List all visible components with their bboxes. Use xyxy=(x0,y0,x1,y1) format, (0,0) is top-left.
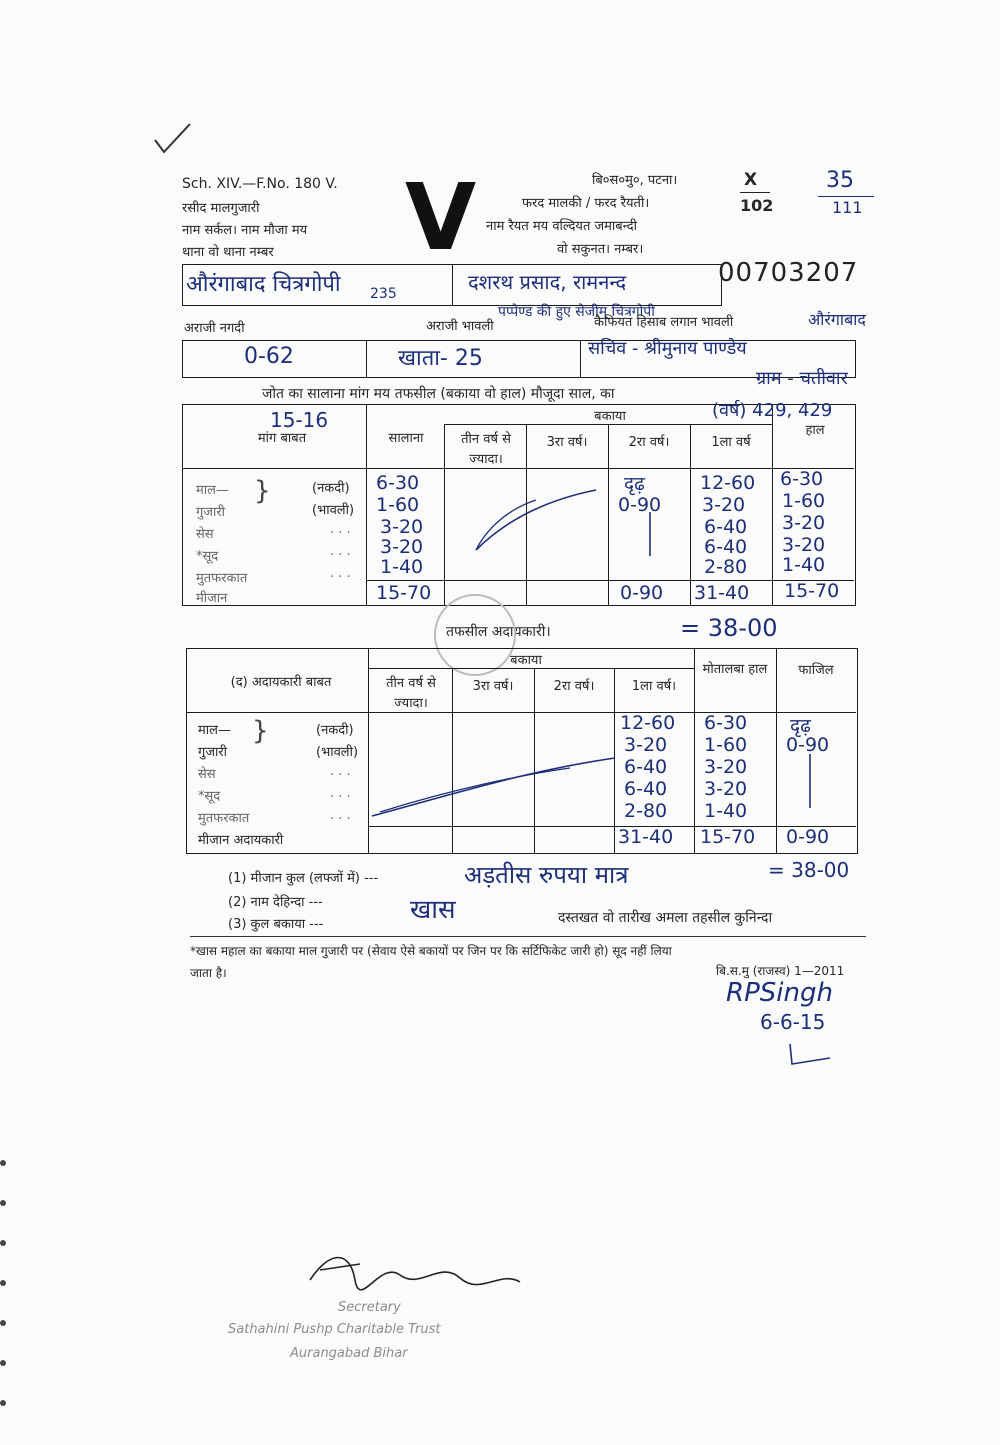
row-mizan: मीजान xyxy=(196,591,228,606)
motalba-total: 15-70 xyxy=(700,826,756,848)
paid-first-sood: 6-40 xyxy=(624,778,668,800)
punch-hole xyxy=(0,1240,6,1246)
strike-scribble xyxy=(370,740,620,820)
row-mutfarkat: मुतफरकात xyxy=(196,571,248,586)
col-first: 1ला वर्ष। xyxy=(631,679,677,694)
annual-ses: 3-20 xyxy=(380,516,424,538)
fard-label: फरद मालकी / फरद रैयती। xyxy=(522,196,650,211)
trust-signature xyxy=(300,1240,530,1310)
footer-total-words-label: (1) मीजान कुल (लफ्जों में) --- xyxy=(228,871,379,886)
print-code: बि.स.मु (राजस्व) 1—2011 xyxy=(716,964,845,978)
paid-first-total: 31-40 xyxy=(618,826,674,848)
punch-hole xyxy=(0,1400,6,1406)
row-guzari: गुजारी xyxy=(198,745,228,760)
footer-note: *खास महाल का बकाया माल गुजारी पर (सेवाय ऐसे बकायों पर जिन पर कि सर्टिफिकेट जारी हो) सूद नहीं लिया xyxy=(190,944,672,958)
row-sood: *सूद xyxy=(196,549,219,564)
row-ses: सेस xyxy=(196,527,214,542)
motalba-kind: 1-60 xyxy=(704,734,748,756)
hw-signature: RPSingh xyxy=(726,978,833,1008)
hw-raiyat-line2: पप्पेण्ड की हुए सेजीम् चित्रगोपी xyxy=(498,304,655,320)
kaifiyat-label: कैफियत हिसाब लगान भावली xyxy=(594,315,734,330)
row-guzari: गुजारी xyxy=(196,505,226,520)
second-total: 0-90 xyxy=(620,582,664,604)
col-third: 3रा वर्ष। xyxy=(546,435,588,450)
fazil-total: 0-90 xyxy=(786,826,830,848)
col-second: 2रा वर्ष। xyxy=(628,435,670,450)
annual-kind: 1-60 xyxy=(376,494,420,516)
motalba-sood: 3-20 xyxy=(704,778,748,800)
row-line xyxy=(366,580,854,581)
punch-hole xyxy=(0,1200,6,1206)
col-line xyxy=(366,404,367,606)
col-annual: सालाना xyxy=(388,431,424,446)
strike-scribble xyxy=(446,470,606,580)
dots: . . . xyxy=(330,764,351,779)
first-kind: 3-20 xyxy=(702,494,746,516)
col-line xyxy=(772,404,773,606)
row-line xyxy=(368,668,694,669)
first-ses: 6-40 xyxy=(704,516,748,538)
footer-payer-label: (2) नाम देहिन्दा --- xyxy=(228,895,323,910)
box-divider xyxy=(580,340,581,378)
stamp-line-3: Aurangabad Bihar xyxy=(290,1346,408,1361)
raiyat-label: नाम रैयत मय वल्दियत जमाबन्दी xyxy=(486,219,638,234)
col-line xyxy=(694,648,695,854)
paid-first-cash: 12-60 xyxy=(620,712,676,734)
first-total: 31-40 xyxy=(694,582,750,604)
press-label: बि०स०मु०, पटना। xyxy=(592,173,678,188)
payment-title: तफसील अदायकारी। xyxy=(446,624,551,640)
hw-sign-date: 6-6-15 xyxy=(760,1010,826,1034)
col-first: 1ला वर्ष xyxy=(711,435,751,450)
row-sub-cash: (नकदी) xyxy=(316,723,354,738)
fazil-cash: दृढ़ xyxy=(790,715,811,737)
paid-first-mutfarkat: 2-80 xyxy=(624,800,668,822)
row-sood: *सूद xyxy=(198,789,221,804)
current-cash: 6-30 xyxy=(780,468,824,490)
col-paid: (द) अदायकारी बाबत xyxy=(230,675,332,690)
motalba-mutfarkat: 1-40 xyxy=(704,800,748,822)
hw-khata: खाता- 25 xyxy=(398,346,483,371)
annual-total: 15-70 xyxy=(376,582,432,604)
current-mutfarkat: 1-40 xyxy=(782,554,826,576)
serial-number: 00703207 xyxy=(718,258,859,288)
hw-circle-name: औरंगाबाद चित्रगोपी xyxy=(186,272,341,297)
hw-year: 15-16 xyxy=(270,408,329,432)
second-cash: दृढ़ xyxy=(624,473,645,495)
jot-line: जोत का सालाना मांग मय तफसील (बकाया वो हाल) मौजूदा साल, का xyxy=(262,386,615,402)
annual-mutfarkat: 1-40 xyxy=(380,556,424,578)
arazi-nagdi-label: अराजी नगदी xyxy=(184,321,245,336)
first-cash: 12-60 xyxy=(700,472,756,494)
dots: . . . xyxy=(330,522,351,537)
hw-total-words-amount: = 38-00 xyxy=(768,858,850,882)
col-motalba: मोतालबा हाल xyxy=(702,662,768,677)
current-kind: 1-60 xyxy=(782,490,826,512)
col-demand: मांग बाबत xyxy=(257,431,307,446)
sakunat-label: वो सकुनत। नम्बर। xyxy=(557,242,644,257)
row-ses: सेस xyxy=(198,767,216,782)
col-fazil: फाजिल xyxy=(798,663,834,678)
col-arrears: बकाया xyxy=(594,409,626,424)
col-current: हाल xyxy=(805,423,825,438)
punch-hole xyxy=(0,1360,6,1366)
form-letter: V xyxy=(405,164,477,271)
dots: . . . xyxy=(330,566,351,581)
col-three-plus: तीन वर्ष से ज्यादा। xyxy=(461,432,511,467)
second-kind: 0-90 xyxy=(618,494,662,516)
hw-khas: खास xyxy=(410,895,456,925)
col-line xyxy=(690,424,691,606)
footer-divider xyxy=(190,936,866,937)
hw-raiyat-name: दशरथ प्रसाद, रामनन्द xyxy=(468,270,627,294)
footer-balance-label: (3) कुल बकाया --- xyxy=(228,917,324,932)
box-divider xyxy=(366,340,367,378)
hw-ref-top: 35 xyxy=(826,168,854,193)
dots: . . . xyxy=(330,544,351,559)
row-sub-kind: (भावली) xyxy=(312,503,355,518)
col-second: 2रा वर्ष। xyxy=(553,679,595,694)
row-mal: माल— xyxy=(198,723,231,738)
receipt-title: रसीद मालगुजारी xyxy=(182,201,260,216)
footer-note-2: जाता है। xyxy=(190,966,227,980)
paid-first-ses: 6-40 xyxy=(624,756,668,778)
fraction-bar xyxy=(740,192,770,193)
first-mutfarkat: 2-80 xyxy=(704,556,748,578)
thana-label: थाना वो थाना नम्बर xyxy=(182,245,274,260)
row-line xyxy=(368,826,856,827)
fazil-kind: 0-90 xyxy=(786,734,830,756)
hw-year-right: (वर्ष) 429, 429 xyxy=(712,400,833,421)
arazi-bhawli-label: अराजी भावली xyxy=(426,319,494,334)
hw-total-words: अड़तीस रुपया मात्र xyxy=(464,861,629,889)
signature-label: दस्तखत वो तारीख अमला तहसील कुनिन्दा xyxy=(558,910,773,926)
schedule-number: Sch. XIV.—F.No. 180 V. xyxy=(182,176,338,192)
hw-payment-total: = 38-00 xyxy=(680,614,778,642)
strike-mark xyxy=(640,510,660,560)
row-sub-cash: (नकदी) xyxy=(312,481,350,496)
hw-thana-no: 235 xyxy=(370,286,397,302)
circle-label: नाम सर्कल। नाम मौजा मय xyxy=(182,223,308,238)
col-line xyxy=(444,424,445,606)
col-line xyxy=(776,648,777,854)
brace: } xyxy=(252,716,269,746)
row-sub-kind: (भावली) xyxy=(316,745,359,760)
col-third: 3रा वर्ष। xyxy=(472,679,514,694)
punch-hole xyxy=(0,1320,6,1326)
row-line xyxy=(444,424,772,425)
fraction-top: X xyxy=(744,170,758,190)
current-total: 15-70 xyxy=(784,580,840,602)
initial-mark xyxy=(786,1040,836,1070)
box-divider xyxy=(452,264,453,306)
row-line xyxy=(186,712,856,713)
motalba-ses: 3-20 xyxy=(704,756,748,778)
fraction-bottom: 102 xyxy=(740,196,774,215)
dots: . . . xyxy=(330,786,351,801)
hw-area: 0-62 xyxy=(244,344,294,369)
col-line xyxy=(368,648,369,854)
stamp-line-1: Secretary xyxy=(338,1300,401,1315)
annual-sood: 3-20 xyxy=(380,536,424,558)
col-three-plus: तीन वर्ष से ज्यादा। xyxy=(386,676,436,711)
paid-first-kind: 3-20 xyxy=(624,734,668,756)
row-mal: माल— xyxy=(196,483,229,498)
punch-hole xyxy=(0,1280,6,1286)
hw-ref-bottom: 111 xyxy=(832,198,863,217)
annual-cash: 6-30 xyxy=(376,472,420,494)
col-line xyxy=(608,424,609,606)
hw-gram: ग्राम - चतीवार xyxy=(756,368,848,389)
strike-mark xyxy=(800,752,820,812)
punch-hole xyxy=(0,1160,6,1166)
current-ses: 3-20 xyxy=(782,512,826,534)
row-mutfarkat: मुतफरकात xyxy=(198,811,250,826)
checkmark-icon xyxy=(150,120,210,160)
col-arrears: बकाया xyxy=(510,653,542,668)
brace: } xyxy=(254,476,271,506)
first-sood: 6-40 xyxy=(704,536,748,558)
hw-sachiv: सचिव - श्रीमुनाय पाण्डेय xyxy=(588,338,747,359)
row-mizan: मीजान अदायकारी xyxy=(198,833,284,848)
hw-ref-bar xyxy=(818,196,874,197)
stamp-line-2: Sathahini Pushp Charitable Trust xyxy=(228,1322,441,1337)
current-sood: 3-20 xyxy=(782,534,826,556)
hw-district: औरंगाबाद xyxy=(808,310,866,329)
motalba-cash: 6-30 xyxy=(704,712,748,734)
dots: . . . xyxy=(330,808,351,823)
